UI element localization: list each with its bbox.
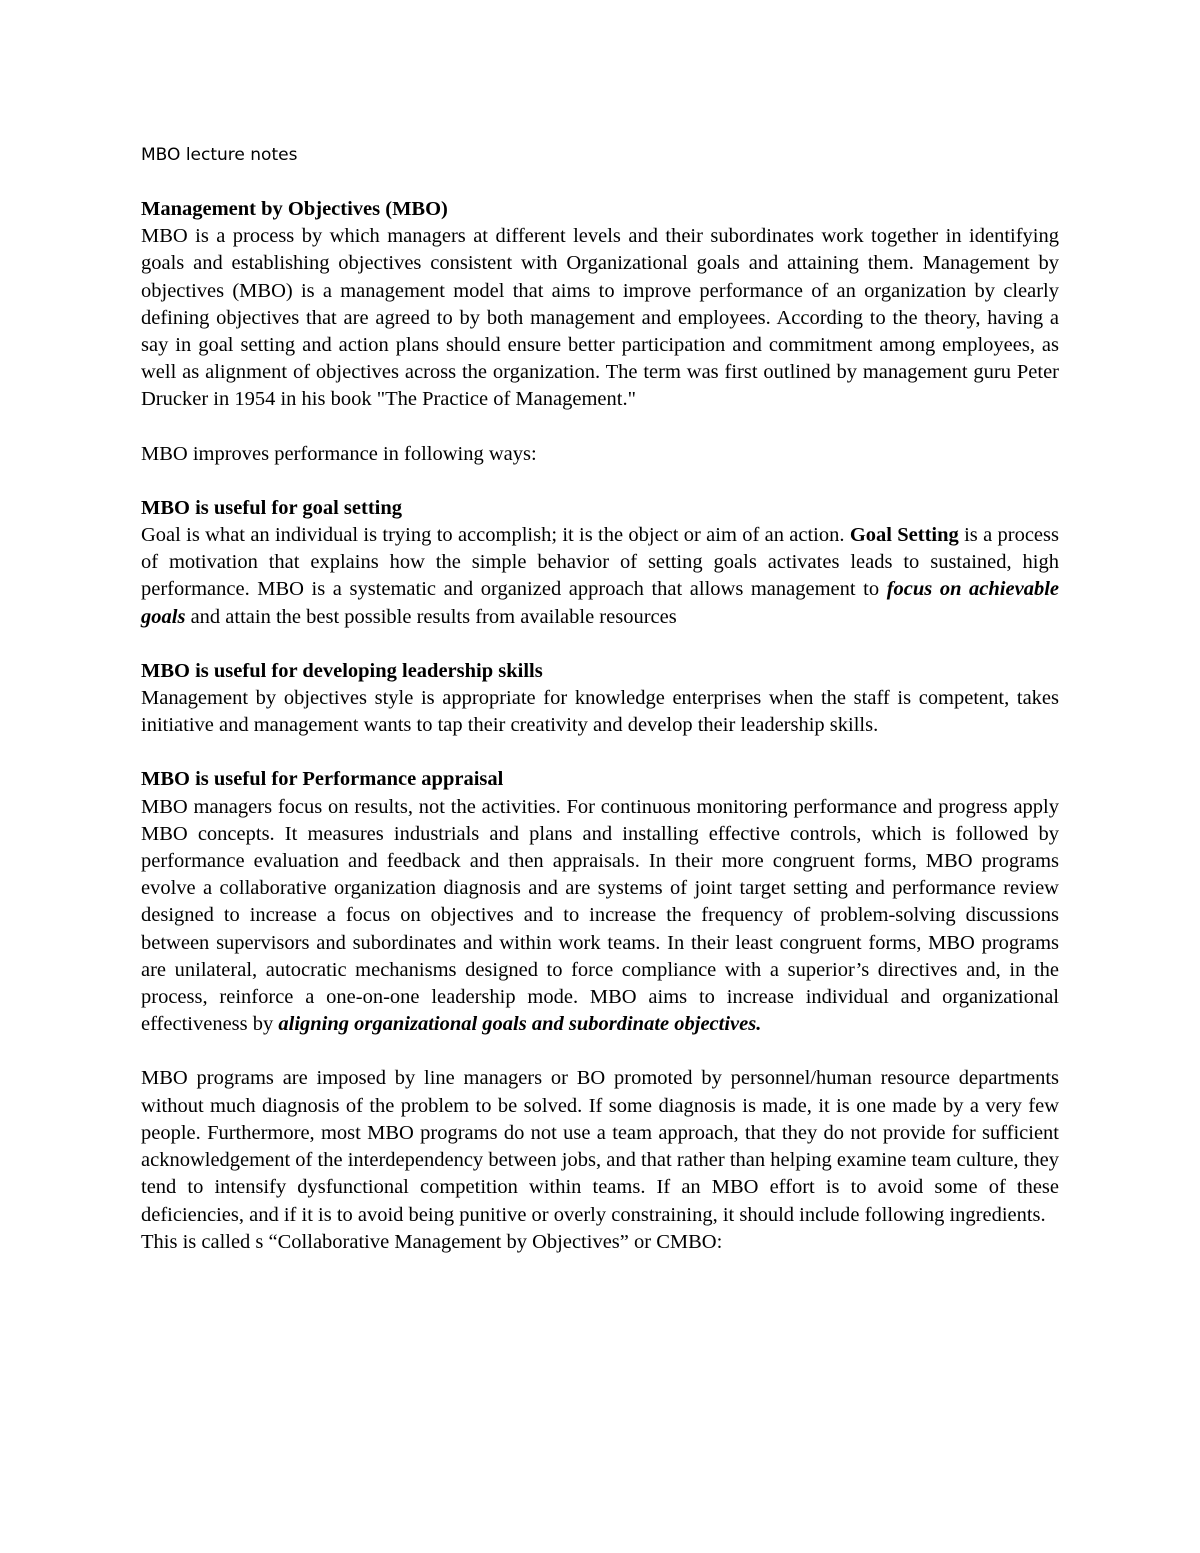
section-goal-setting (141, 495, 1059, 631)
section-heading: Management by Objectives (MBO) (141, 198, 448, 220)
document-content (141, 142, 1059, 1256)
body-text: Goal is what an individual is trying to accomplish; it is the object or aim of an action. (141, 524, 850, 547)
section-body: Management by objectives style is appropriate for knowledge enterprises when the staff is competent, takes initiative and management wants to tap their creativity and develop their leadership skills. (141, 687, 1059, 737)
section-mbo-definition (141, 196, 1059, 414)
intro-line: MBO improves performance in following ways: (141, 442, 537, 465)
emphasis-text: aligning organizational goals and subordinate objectives. (278, 1013, 762, 1036)
closing-line: This is called s “Collaborative Management by Objectives” or CMBO: (141, 1230, 723, 1253)
section-heading: MBO is useful for Performance appraisal (141, 768, 504, 791)
bold-term: Goal Setting (849, 524, 959, 547)
section-body: MBO programs are imposed by line managers or BO promoted by personnel/human resource departments without much diagnosis of the problem to be solved. If some diagnosis is made, it is one made by a very few people. Furthermore, most MBO programs do not use a team approach, that they do not provide for sufficient acknowledgement of the interdependency between jobs, and that rather than helping examine team culture, they tend to intensify dysfunctional competition within teams. If an MBO effort is to avoid some of these deficiencies, and if it is to avoid being punitive or overly constraining, it should include following ingredients. (141, 1067, 1059, 1226)
section-body (141, 522, 1059, 631)
section-body: MBO is a process by which managers at different levels and their subordinates work together in identifying goals and establishing objectives consistent with Organizational goals and attaining them. Management by objectives (MBO) is a management model that aims to improve performance of an organization by clearly defining objectives that are agreed to by both management and employees. According to the theory, having a say in goal setting and action plans should ensure better participation and commitment among employees, as well as alignment of objectives across the organization. The term was first outlined by management guru Peter Drucker in 1954 in his book "The Practice of Management." (141, 225, 1059, 411)
emphasis-text: focus on achievable goals (141, 578, 1059, 628)
section-heading: MBO is useful for developing leadership skills (141, 659, 543, 682)
body-text: is a process of motivation that explains how the simple behavior of setting goals activates leads to sustained, high performance. MBO is a systematic and organized approach that allows management to (141, 524, 1059, 601)
body-text: and attain the best possible results from available resources (185, 605, 677, 628)
section-mbo-programs (141, 1065, 1059, 1255)
section-body (141, 794, 1059, 1039)
body-text: MBO managers focus on results, not the activities. For continuous monitoring performance and progress apply MBO concepts. It measures industrials and plans and installing effective controls, which is followed by performance evaluation and feedback and then appraisals. In their more congruent forms, MBO programs evolve a collaborative organization diagnosis and are systems of joint target setting and performance review designed to increase a focus on objectives and to increase the frequency of problem-solving discussions between supervisors and subordinates and within work teams. In their least congruent forms, MBO programs are unilateral, autocratic mechanisms designed to force compliance with a superior’s directives and, in the process, reinforce a one-on-one leadership mode. MBO aims to increase individual and organizational effectiveness by (141, 795, 1059, 1036)
section-heading: MBO is useful for goal setting (141, 496, 402, 519)
section-performance-appraisal (141, 766, 1059, 1038)
document-label: MBO lecture notes (141, 145, 298, 165)
section-leadership-skills (141, 658, 1059, 740)
